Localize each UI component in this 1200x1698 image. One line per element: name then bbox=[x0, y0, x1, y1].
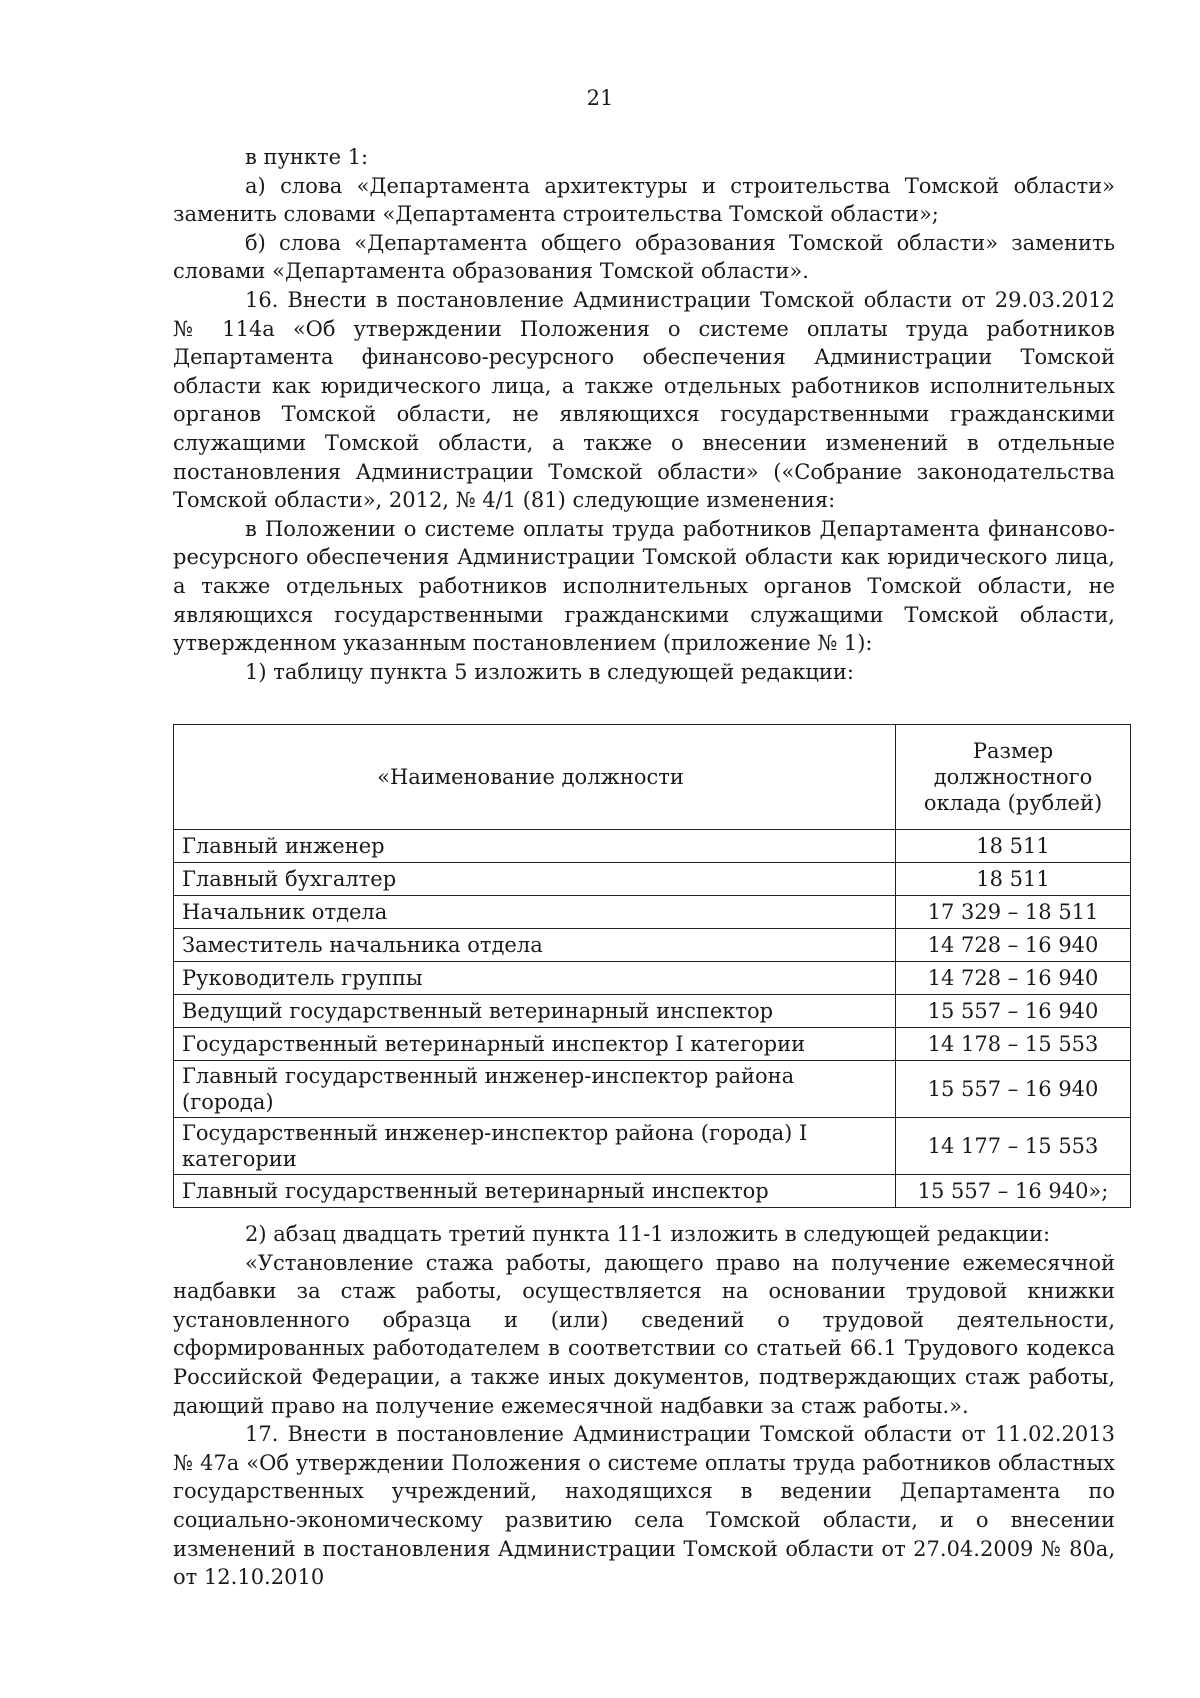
salary-value: 15 557 – 16 940 bbox=[896, 995, 1131, 1028]
page-number: 21 bbox=[586, 86, 614, 110]
paragraph: 2) абзац двадцать третий пункта 11-1 изложить в следующей редакции: bbox=[245, 1222, 1051, 1246]
table-row bbox=[174, 830, 1131, 863]
position-name: Главный бухгалтер bbox=[174, 863, 896, 896]
position-name: Заместитель начальника отдела bbox=[174, 929, 896, 962]
position-name: Главный инженер bbox=[174, 830, 896, 863]
salary-value: 15 557 – 16 940»; bbox=[896, 1175, 1131, 1208]
salary-value: 14 178 – 15 553 bbox=[896, 1028, 1131, 1061]
table-row bbox=[174, 1175, 1131, 1208]
salary-value: 14 728 – 16 940 bbox=[896, 929, 1131, 962]
text-block-top bbox=[173, 143, 1115, 686]
paragraph: 1) таблицу пункта 5 изложить в следующей редакции: bbox=[245, 659, 854, 684]
salary-value: 15 557 – 16 940 bbox=[896, 1061, 1131, 1118]
table-row bbox=[174, 1118, 1131, 1175]
salary-value: 14 177 – 15 553 bbox=[896, 1118, 1131, 1175]
table-row bbox=[174, 1028, 1131, 1061]
table-row bbox=[174, 995, 1131, 1028]
table-row bbox=[174, 1061, 1131, 1118]
header-position-name: «Наименование должности bbox=[174, 725, 896, 830]
table-row bbox=[174, 929, 1131, 962]
position-name: Государственный инженер-инспектор района (города) I категории bbox=[174, 1118, 896, 1175]
table-row bbox=[174, 962, 1131, 995]
paragraph: в Положении о системе оплаты труда работников Департамента финансово-ресурсного обеспечения Администрации Томской области как юридического лица, а также отдельных работников исполнительных органов Томской области, не являющихся государственными гражданскими служащими Томской области, утвержденном указанным постановлением (приложение № 1): bbox=[173, 516, 1115, 656]
paragraph: а) слова «Департамента архитектуры и строительства Томской области» заменить словами «Департамента строительства Томской области»; bbox=[173, 173, 1115, 227]
salary-value: 18 511 bbox=[896, 830, 1131, 863]
table-row bbox=[174, 896, 1131, 929]
position-name: Начальник отдела bbox=[174, 896, 896, 929]
table-header-row bbox=[174, 725, 1131, 830]
position-name: Руководитель группы bbox=[174, 962, 896, 995]
paragraph: б) слова «Департамента общего образования Томской области» заменить словами «Департамента образования Томской области». bbox=[173, 230, 1115, 284]
paragraph: 16. Внести в постановление Администрации Томской области от 29.03.2012 № 114а «Об утверждении Положения о системе оплаты труда работников Департамента финансово-ресурсного обеспечения Администрации Томской области как юридического лица, а также отдельных работников исполнительных органов Томской области, не являющихся государственными гражданскими служащими Томской области, а также о внесении изменений в отдельные постановления Администрации Томской области» («Собрание законодательства Томской области», 2012, № 4/1 (81) следующие изменения: bbox=[173, 287, 1115, 513]
salary-value: 17 329 – 18 511 bbox=[896, 896, 1131, 929]
salary-value: 18 511 bbox=[896, 863, 1131, 896]
paragraph: 17. Внести в постановление Администрации Томской области от 11.02.2013 № 47а «Об утверждении Положения о системе оплаты труда работников областных государственных учреждений, находящихся в ведении Департамента по социально-экономическому развитию села Томской области, и о внесении изменений в постановления Администрации Томской области от 27.04.2009 № 80а, от 12.10.2010 bbox=[173, 1422, 1115, 1590]
text-block-bottom bbox=[173, 1220, 1115, 1592]
header-salary: Размер должностного оклада (рублей) bbox=[896, 725, 1131, 830]
position-name: Ведущий государственный ветеринарный инспектор bbox=[174, 995, 896, 1028]
paragraph: в пункте 1: bbox=[245, 145, 369, 169]
position-name: Государственный ветеринарный инспектор I категории bbox=[174, 1028, 896, 1061]
position-name: Главный государственный ветеринарный инспектор bbox=[174, 1175, 896, 1208]
salary-table bbox=[173, 724, 1131, 1208]
paragraph: «Установление стажа работы, дающего право на получение ежемесячной надбавки за стаж работы, осуществляется на основании трудовой книжки установленного образца и (или) сведений о трудовой деятельности, сформированных работодателем в соответствии со статьей 66.1 Трудового кодекса Российской Федерации, а также иных документов, подтверждающих стаж работы, дающий право на получение ежемесячной надбавки за стаж работы.». bbox=[173, 1250, 1115, 1418]
position-name: Главный государственный инженер-инспектор района (города) bbox=[174, 1061, 896, 1118]
table-row bbox=[174, 863, 1131, 896]
salary-value: 14 728 – 16 940 bbox=[896, 962, 1131, 995]
